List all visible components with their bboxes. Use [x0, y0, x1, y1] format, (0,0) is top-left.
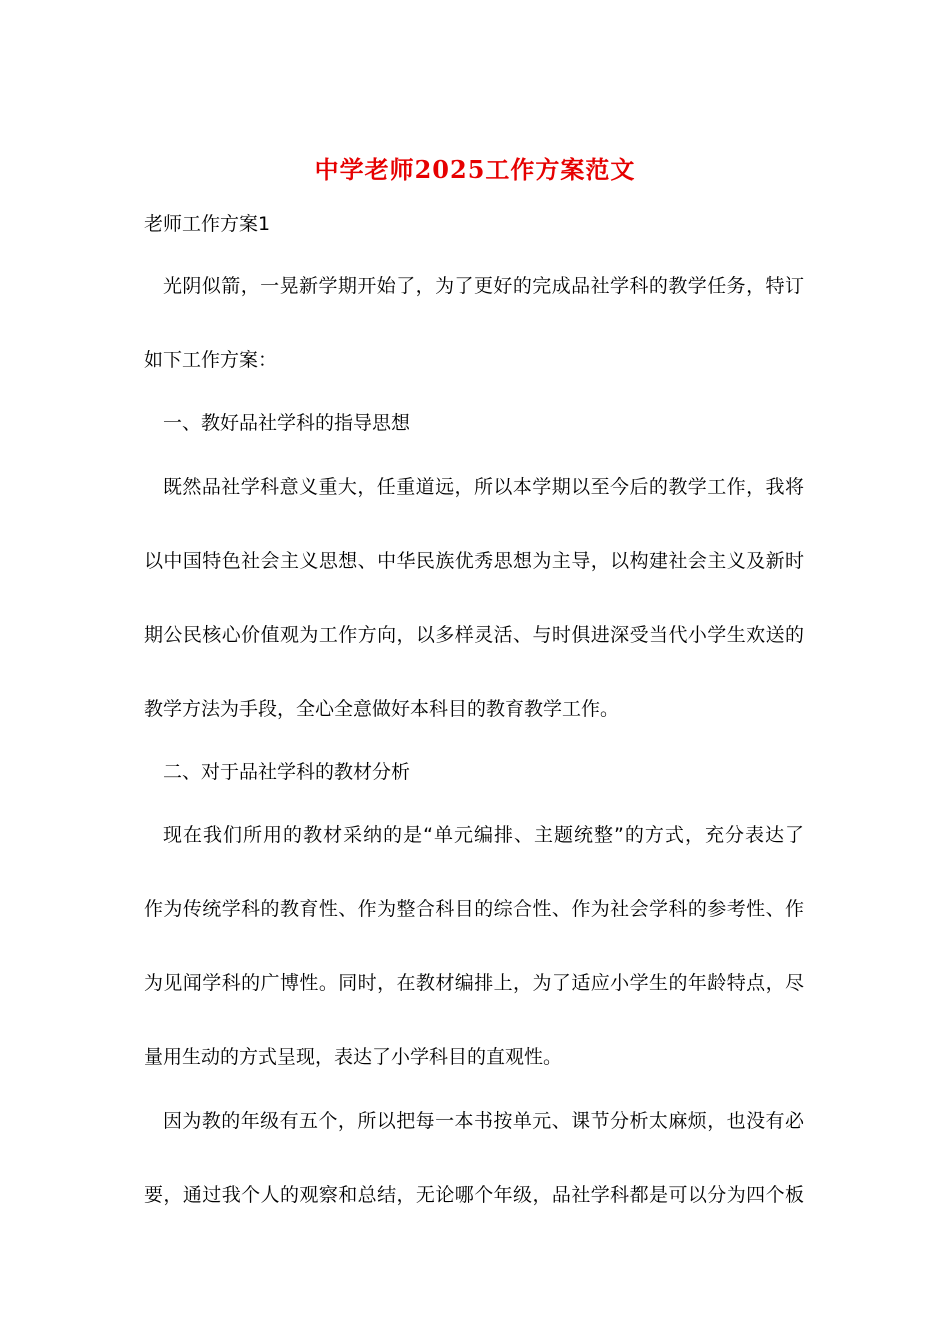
paragraph-line: 光阴似箭，一晃新学期开始了，为了更好的完成品社学科的教学任务，特订 — [163, 275, 804, 297]
paragraph-line: 期公民核心价值观为工作方向，以多样灵活、与时俱进深受当代小学生欢送的 — [144, 624, 804, 646]
paragraph-line: 作为传统学科的教育性、作为整合科目的综合性、作为社会学科的参考性、作 — [144, 898, 804, 920]
section-heading: 一、教好品社学科的指导思想 — [163, 412, 411, 434]
paragraph-line: 要，通过我个人的观察和总结，无论哪个年级，品社学科都是可以分为四个板 — [144, 1184, 804, 1206]
paragraph-line: 既然品社学科意义重大，任重道远，所以本学期以至今后的教学工作，我将 — [163, 476, 804, 498]
paragraph-line: 以中国特色社会主义思想、中华民族优秀思想为主导，以构建社会主义及新时 — [144, 550, 804, 572]
paragraph-line: 如下工作方案： — [144, 349, 278, 371]
section-heading: 二、对于品社学科的教材分析 — [163, 761, 411, 783]
paragraph-line: 为见闻学科的广博性。同时，在教材编排上，为了适应小学生的年龄特点，尽 — [144, 972, 804, 994]
section-heading-plan-1: 老师工作方案1 — [144, 213, 271, 235]
paragraph-line: 量用生动的方式呈现，表达了小学科目的直观性。 — [144, 1046, 563, 1068]
paragraph-line: 现在我们所用的教材采纳的是“单元编排、主题统整”的方式，充分表达了 — [163, 824, 804, 846]
paragraph-line: 教学方法为手段，全心全意做好本科目的教育教学工作。 — [144, 698, 620, 720]
document-title: 中学老师2025工作方案范文 — [314, 155, 636, 184]
paragraph-line: 因为教的年级有五个，所以把每一本书按单元、课节分析太麻烦，也没有必 — [163, 1110, 804, 1132]
